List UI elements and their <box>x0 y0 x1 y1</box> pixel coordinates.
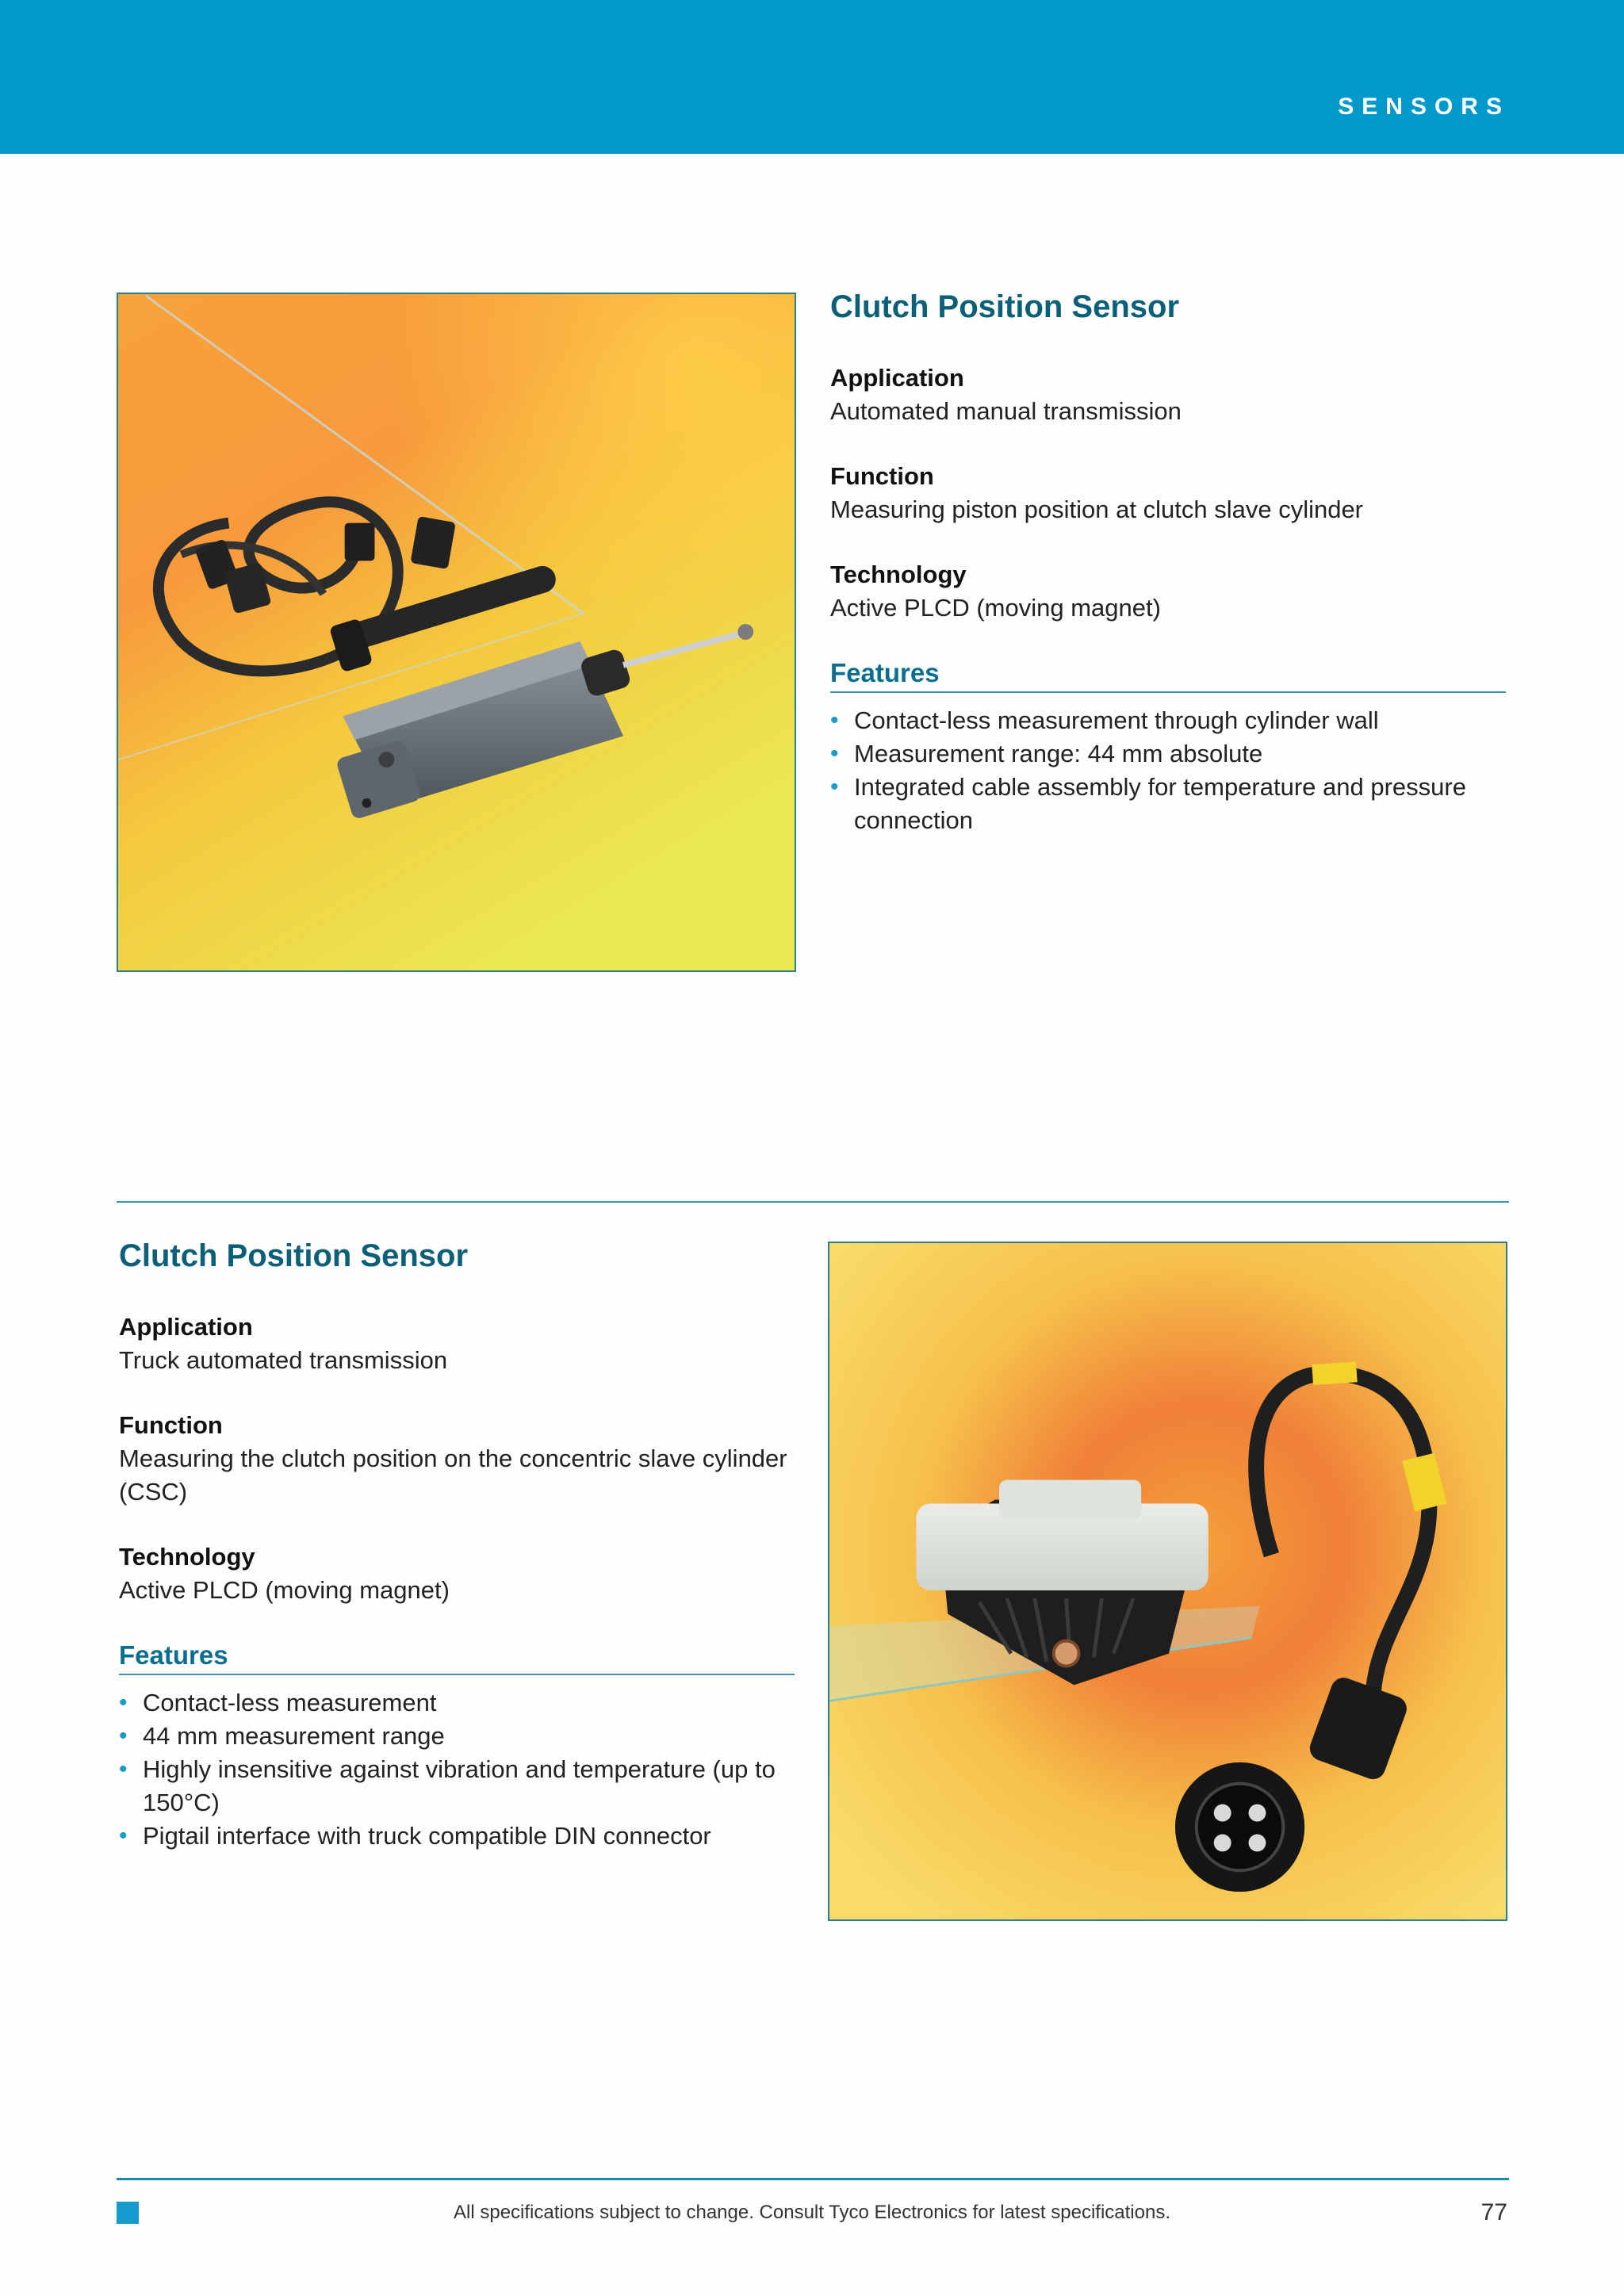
bullet-icon: • <box>119 1756 128 1782</box>
header-band <box>0 0 1624 154</box>
feature-text: Highly insensitive against vibration and temperature (up to 150°C) <box>143 1755 776 1816</box>
technology-value: Active PLCD (moving magnet) <box>830 594 1161 622</box>
feature-text: Integrated cable assembly for temperature and pressure connection <box>854 773 1466 834</box>
application-value: Truck automated transmission <box>119 1346 448 1374</box>
function-value: Measuring the clutch position on the concentric slave cylinder (CSC) <box>119 1445 787 1506</box>
footer-disclaimer: All specifications subject to change. Consult Tyco Electronics for latest specifications. <box>454 2202 1170 2223</box>
feature-item <box>119 1686 795 1720</box>
application-value: Automated manual transmission <box>830 397 1182 425</box>
bullet-icon: • <box>830 740 839 767</box>
feature-item <box>830 737 1506 771</box>
feature-text: Contact-less measurement through cylinder wall <box>854 706 1379 734</box>
application-label: Application <box>830 364 964 392</box>
features-list <box>830 704 1506 837</box>
technology-value: Active PLCD (moving magnet) <box>119 1576 450 1604</box>
footer-divider <box>117 2178 1509 2180</box>
features-heading: Features <box>830 656 1506 693</box>
bullet-icon: • <box>119 1723 128 1749</box>
application-label: Application <box>119 1313 253 1341</box>
product-photo-clutch-sensor-cylinder <box>117 293 796 972</box>
feature-item <box>119 1820 795 1853</box>
section-label: SENSORS <box>1338 94 1510 120</box>
feature-item <box>119 1753 795 1820</box>
product-info-1 <box>830 285 1506 837</box>
product-info-2 <box>119 1234 795 1853</box>
technology-label: Technology <box>119 1543 255 1571</box>
function-label: Function <box>119 1411 223 1439</box>
product-title: Clutch Position Sensor <box>119 1238 469 1273</box>
section-divider <box>117 1201 1509 1203</box>
function-value: Measuring piston position at clutch slave cylinder <box>830 496 1364 523</box>
feature-text: Pigtail interface with truck compatible DIN connector <box>143 1822 711 1850</box>
product-photo-clutch-sensor-csc <box>828 1242 1507 1921</box>
bullet-icon: • <box>119 1823 128 1849</box>
feature-item <box>119 1720 795 1753</box>
feature-text: Contact-less measurement <box>143 1689 437 1716</box>
function-label: Function <box>830 462 934 490</box>
feature-text: Measurement range: 44 mm absolute <box>854 740 1263 767</box>
bullet-icon: • <box>830 707 839 733</box>
product-title: Clutch Position Sensor <box>830 289 1180 324</box>
bullet-icon: • <box>830 774 839 800</box>
feature-item <box>830 771 1506 837</box>
page-number: 77 <box>1480 2199 1507 2225</box>
feature-text: 44 mm measurement range <box>143 1722 445 1750</box>
features-list <box>119 1686 795 1853</box>
feature-item <box>830 704 1506 737</box>
technology-label: Technology <box>830 561 967 588</box>
features-heading: Features <box>119 1639 795 1675</box>
bullet-icon: • <box>119 1689 128 1716</box>
